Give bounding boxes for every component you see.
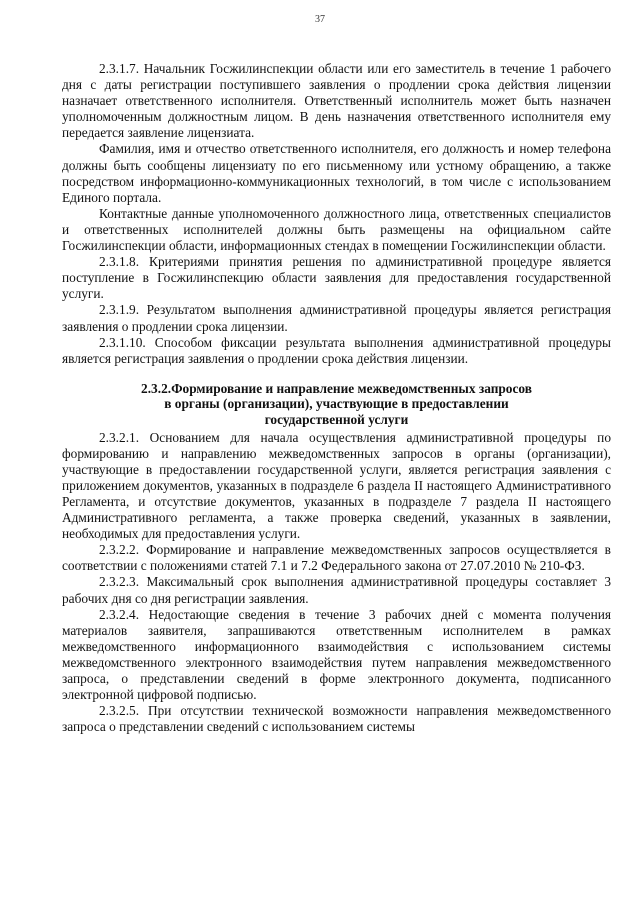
paragraph-2-3-1-8: 2.3.1.8. Критериями принятия решения по административной процедуре является поступление в Госжилинспекцию области заявления для предоставления государственной услуги. xyxy=(62,254,611,302)
paragraph-2-3-1-10: 2.3.1.10. Способом фиксации результата выполнения административной процедуры является регистрация заявления о продлении срока действия лицензии. xyxy=(62,334,611,366)
section-heading-line: в органы (организации), участвующие в предоставлении xyxy=(164,396,509,412)
paragraph-2-3-2-1: 2.3.2.1. Основанием для начала осуществления административной процедуры по формированию и направлению межведомственных запросов в органы (организации), участвующие в предоставлении государственной услуги, является регистрация заявления с приложением документов, указанных в подразделе 6 раздела II настоящего Административного Регламента, и отсутствие документов, указанных в подразделе 7 раздела II настоящего Административного регламента, а также проверка сведений, указанных в заявлении, необходимых для предоставления услуги. xyxy=(62,429,611,542)
paragraph-2-3-1-9: 2.3.1.9. Результатом выполнения административной процедуры является регистрация заявления о продлении срока лицензии. xyxy=(62,302,611,334)
section-heading-line: государственной услуги xyxy=(264,411,409,427)
paragraph-contact-data: Контактные данные уполномоченного должностного лица, ответственных специалистов и ответственных исполнителей должны быть размещены на официальном сайте Госжилинспекции области, информационных стендах в помещении Госжилинспекции области. xyxy=(62,205,611,254)
section-heading-2-3-2 xyxy=(62,381,611,428)
paragraph-2-3-2-2: 2.3.2.2. Формирование и направление межведомственных запросов осуществляется в соответствии с положениями статей 7.1 и 7.2 Федерального закона от 27.07.2010 № 210-ФЗ. xyxy=(62,542,611,574)
page-content xyxy=(62,61,611,735)
paragraph-2-3-2-3: 2.3.2.3. Максимальный срок выполнения административной процедуры составляет 3 рабочих дня со дня регистрации заявления. xyxy=(62,574,611,606)
paragraph-2-3-2-5: 2.3.2.5. При отсутствии технической возможности направления межведомственного запроса о представлении сведений с использованием системы xyxy=(62,703,611,735)
section-heading-line: 2.3.2.Формирование и направление межведомственных запросов xyxy=(141,380,532,396)
paragraph-2-3-2-4: 2.3.2.4. Недостающие сведения в течение 3 рабочих дней с момента получения материалов заявителя, запрашиваются ответственным исполнителем в рамках межведомственного информационного взаимодействия с использованием системы межведомственного электронного взаимодействия путем направления межведомственного запроса, о представлении сведений в форме электронного документа, подписанного электронной цифровой подписью. xyxy=(62,606,611,703)
paragraph-contact-person: Фамилия, имя и отчество ответственного исполнителя, его должность и номер телефона должны быть сообщены лицензиату по его письменному или устному обращению, а также посредством информационно-коммуникационных технологий, в том числе с использованием Единого портала. xyxy=(62,141,611,205)
page-number: 37 xyxy=(315,14,325,25)
paragraph-2-3-1-7: 2.3.1.7. Начальник Госжилинспекции области или его заместитель в течение 1 рабочего дня с даты регистрации поступившего заявления о продлении срока действия лицензии назначает ответственного исполнителя. Ответственный исполнитель может быть назначен уполномоченным должностным лицом. В день назначения ответственного исполнителя ему передается заявление лицензиата. xyxy=(62,61,611,141)
